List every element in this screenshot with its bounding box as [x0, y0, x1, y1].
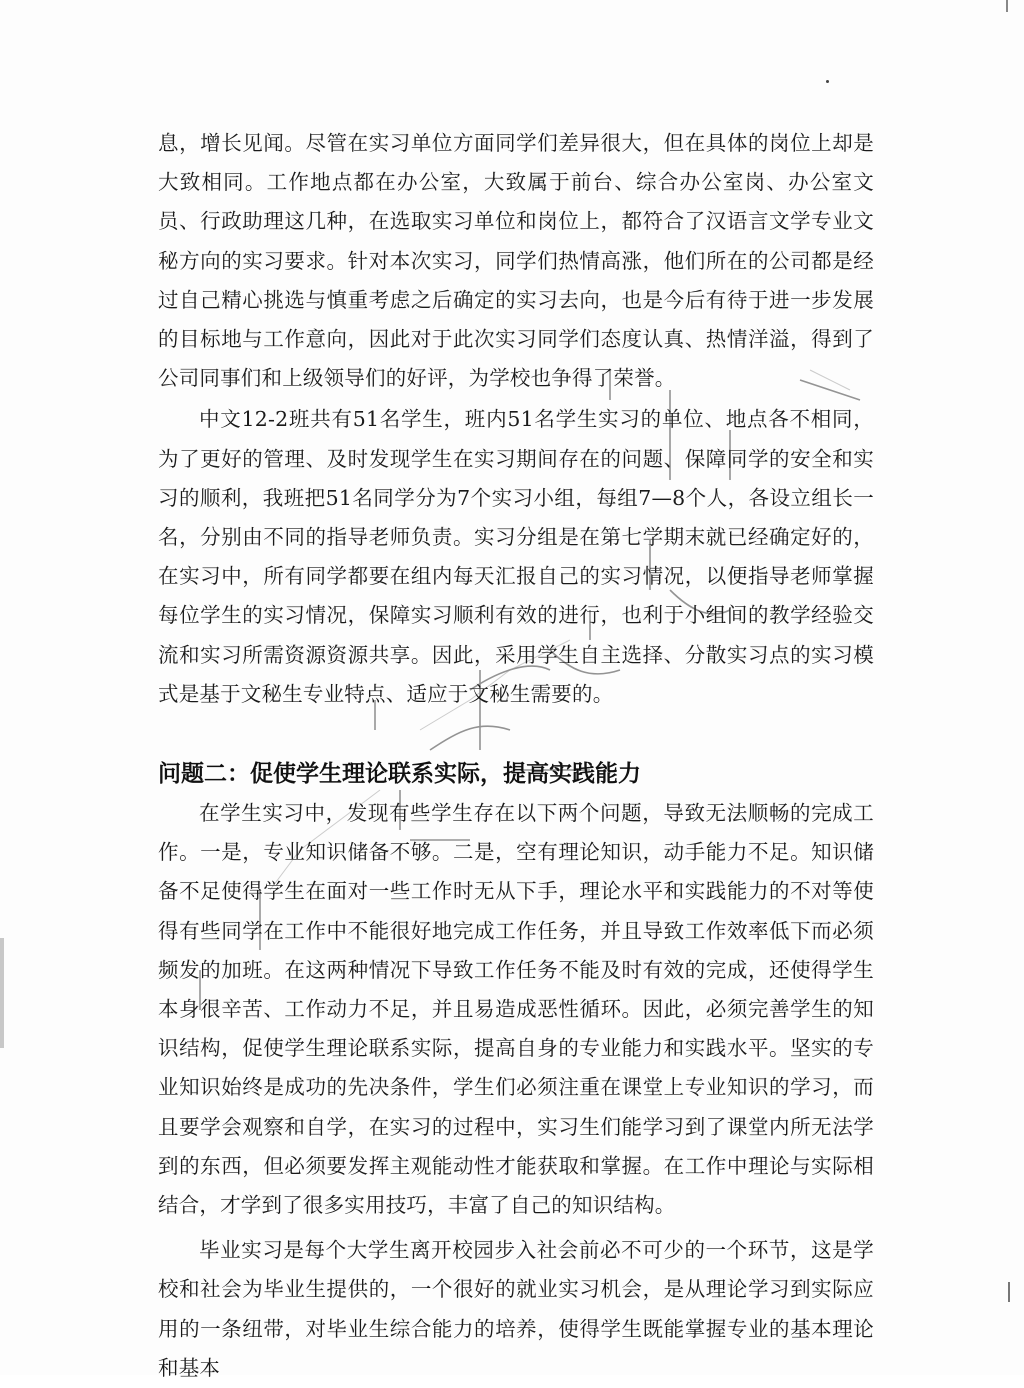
- scan-edge-shadow: [0, 938, 4, 1048]
- paragraph-3: 在学生实习中，发现有些学生存在以下两个问题，导致无法顺畅的完成工作。一是，专业知识储备不够。二是，空有理论知识，动手能力不足。知识储备不足使得学生在面对一些工作时无从下手，理论水平和实践能力的不对等使得有些同学在工作中不能很好地完成工作任务，并且导致工作效率低下而必须频发的加班。在这两种情况下导致工作任务不能及时有效的完成，还使得学生本身很辛苦、工作动力不足，并且易造成恶性循环。因此，必须完善学生的知识结构，促使学生理论联系实际，提高自身的专业能力和实践水平。坚实的专业知识始终是成功的先决条件，学生们必须注重在课堂上专业知识的学习，而且要学会观察和自学，在实习的过程中，实习生们能学习到了课堂内所无法学到的东西，但必须要发挥主观能动性才能获取和掌握。在工作中理论与实际相结合，才学到了很多实用技巧，丰富了自己的知识结构。: [158, 801, 874, 1218]
- document-body: [158, 124, 874, 1388]
- section-heading: 问题二：促使学生理论联系实际，提高实践能力: [158, 761, 641, 788]
- scan-edge-mark: [1008, 1282, 1020, 1302]
- scan-speck: [826, 80, 829, 83]
- paragraph-2: 中文12-2班共有51名学生，班内51名学生实习的单位、地点各不相同，为了更好的管理、及时发现学生在实习期间存在的问题、保障同学的安全和实习的顺利，我班把51名同学分为7个实习小组，每组7—8个人，各设立组长一名，分别由不同的指导老师负责。实习分组是在第七学期末就已经确定好的，在实习中，所有同学都要在组内每天汇报自己的实习情况，以便指导老师掌握每位学生的实习情况，保障实习顺利有效的进行，也利于小组间的教学经验交流和实习所需资源资源共享。因此，采用学生自主选择、分散实习点的实习模式是基于文秘生专业特点、适应于文秘生需要的。: [158, 407, 874, 706]
- scan-edge-mark: [1006, 0, 1016, 12]
- paragraph-4: 毕业实习是每个大学生离开校园步入社会前必不可少的一个环节，这是学校和社会为毕业生提供的，一个很好的就业实习机会，是从理论学习到实际应用的一条纽带，对毕业生综合能力的培养，使得学生既能掌握专业的基本理论和基本: [158, 1238, 874, 1380]
- paragraph-1: 息，增长见闻。尽管在实习单位方面同学们差异很大，但在具体的岗位上却是大致相同。工作地点都在办公室，大致属于前台、综合办公室岗、办公室文员、行政助理这几种，在选取实习单位和岗位上，都符合了汉语言文学专业文秘方向的实习要求。针对本次实习，同学们热情高涨，他们所在的公司都是经过自己精心挑选与慎重考虑之后确定的实习去向，也是今后有待于进一步发展的目标地与工作意向，因此对于此次实习同学们态度认真、热情洋溢，得到了公司同事们和上级领导们的好评，为学校也争得了荣誉。: [158, 131, 874, 391]
